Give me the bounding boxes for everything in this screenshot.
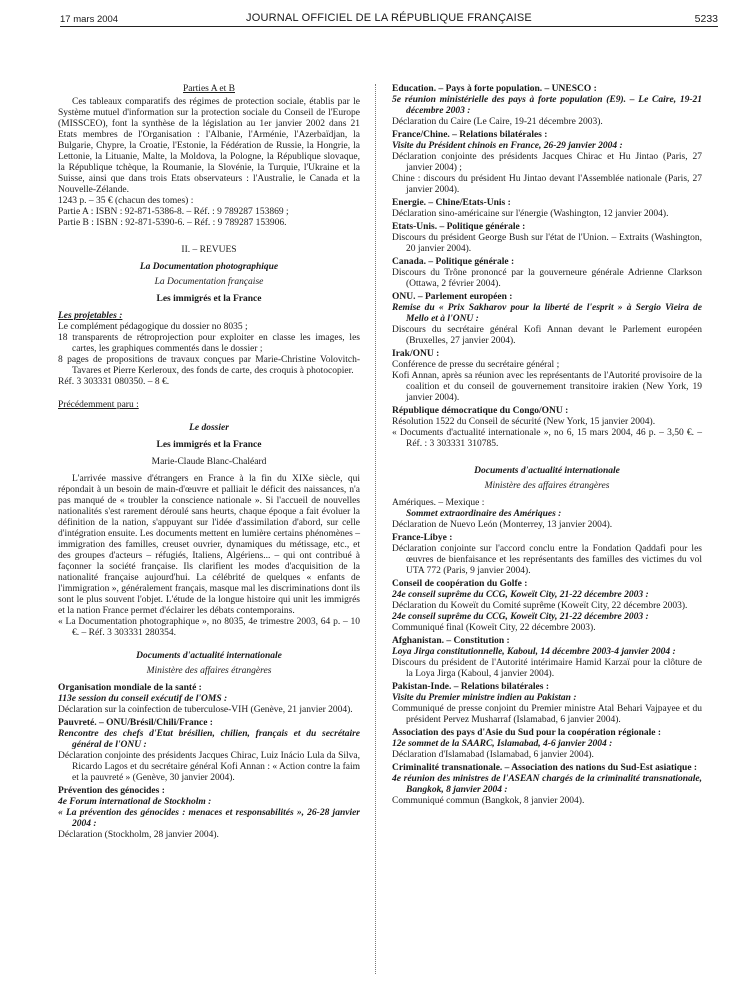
immigres-title: Les immigrés et la France: [156, 294, 262, 304]
genocides-text: Déclaration (Stockholm, 28 janvier 2004).: [58, 830, 219, 840]
saarc-sub: 12e sommet de la SAARC, Islamabad, 4-6 janvier 2004 :: [392, 739, 613, 749]
saarc-text: Déclaration d'Islamabad (Islamabad, 6 janvier 2004).: [392, 750, 594, 760]
chine-text-2: Chine : discours du président Hu Jintao devant l'Assemblée nationale (Paris, 27 janvier 2004).: [392, 174, 702, 195]
afghanistan-sub: Loya Jirga constitutionnelle, Kaboul, 14 décembre 2003-4 janvier 2004 :: [392, 647, 676, 657]
chine-head: France/Chine. – Relations bilatérales :: [392, 130, 548, 140]
usa-text: Discours du président George Bush sur l'état de l'Union. – Extraits (Washington, 20 janvier 2004).: [392, 233, 702, 254]
asean-head: Criminalité transnationale. – Association des nations du Sud-Est asiatique :: [392, 763, 698, 773]
partie-a-ref: Partie A : ISBN : 92-871-5386-8. – Réf. : 9 789287 153869 ;: [58, 207, 289, 217]
projetables-label: Les projetables :: [58, 311, 123, 321]
dossier-title: Le dossier: [189, 423, 229, 433]
ministere-left: Ministère des affaires étrangères: [146, 666, 272, 676]
genocides-sub-2: « La prévention des génocides : menaces et responsabilités », 26-28 janvier 2004 :: [58, 808, 360, 829]
chine-text-1: Déclaration conjointe des présidents Jacques Chirac et Hu Jintao (Paris, 27 janvier 2004) ;: [392, 152, 702, 173]
congo-head: République démocratique du Congo/ONU :: [392, 406, 569, 416]
libye-text: Déclaration conjointe sur l'accord conclu entre la Fondation Qaddafi pour les œuvres de bienfaisance et les représentants des familles des victimes du vol UTA 772 (Paris, 9 janvier 2004).: [392, 544, 702, 576]
pakistan-sub: Visite du Premier ministre indien au Pakistan :: [392, 693, 577, 703]
energie-text: Déclaration sino-américaine sur l'énergie (Washington, 12 janvier 2004).: [392, 209, 669, 219]
doc-photo-title: La Documentation photographique: [139, 262, 279, 272]
pakistan-head: Pakistan-Inde. – Relations bilatérales :: [392, 682, 550, 692]
ameriques-text: Déclaration de Nuevo León (Monterrey, 13 janvier 2004).: [392, 520, 613, 530]
oms-text: Déclaration sur la coinfection de tuberculose-VIH (Genève, 21 janvier 2004).: [58, 705, 353, 715]
golfe-sub-1: 24e conseil suprême du CCG, Koweït City, 21-22 décembre 2003 :: [392, 590, 649, 600]
irak-text-1: Conférence de presse du secrétaire général ;: [392, 360, 560, 370]
saarc-head: Association des pays d'Asie du Sud pour la coopération régionale :: [392, 728, 662, 738]
genocides-sub-1: 4e Forum international de Stockholm :: [58, 797, 212, 807]
unesco-sub: 5e réunion ministérielle des pays à forte population (E9). – Le Caire, 19-21 décembre 2003 :: [392, 95, 702, 116]
precedemment-paru: Précédemment paru :: [58, 400, 139, 410]
pakistan-text: Communiqué de presse conjoint du Premier ministre Atal Behari Vajpayee et du président Pervez Musharraf (Islamabad, 6 janvier 2004).: [392, 704, 702, 725]
projetables-ref: Réf. 3 303331 080350. – 8 €.: [58, 377, 170, 387]
unesco-text: Déclaration du Caire (Le Caire, 19-21 décembre 2003).: [392, 117, 603, 127]
unesco-head: Education. – Pays à forte population. – UNESCO :: [392, 84, 597, 94]
golfe-text-2: Communiqué final (Koweït City, 22 décembre 2003).: [392, 623, 596, 633]
libye-head: France-Libye :: [392, 533, 453, 543]
irak-text-2: Kofi Annan, après sa réunion avec les représentants de l'Autorité provisoire de la coalition et du conseil de gouvernement transitoire irakien (New York, 19 janvier 2004).: [392, 371, 702, 403]
usa-head: Etats-Unis. – Politique générale :: [392, 222, 526, 232]
golfe-head: Conseil de coopération du Golfe :: [392, 579, 528, 589]
golfe-text-1: Déclaration du Koweït du Comité suprême (Koweït City, 22 décembre 2003).: [392, 601, 688, 611]
partie-b-ref: Partie B : ISBN : 92-871-5390-6. – Réf. : 9 789287 153906.: [58, 218, 287, 228]
projetables-item-2: 18 transparents de rétroprojection pour exploiter en classe les images, les cartes, les graphiques commentés dans le dossier ;: [58, 333, 360, 354]
dossier-author: Marie-Claude Blanc-Chaléard: [151, 457, 267, 467]
doc-francaise: La Documentation française: [154, 277, 264, 287]
canada-text: Discours du Trône prononcé par la gouverneure générale Adrienne Clarkson (Ottawa, 2 février 2004).: [392, 268, 702, 289]
energie-head: Energie. – Chine/Etats-Unis :: [392, 198, 511, 208]
asean-sub: 4e réunion des ministres de l'ASEAN chargés de la criminalité transnationale, Bangkok, 8 janvier 2004 :: [392, 774, 702, 795]
onu-head: ONU. – Parlement européen :: [392, 292, 513, 302]
header-title: JOURNAL OFFICIEL DE LA RÉPUBLIQUE FRANÇAISE: [246, 12, 532, 24]
congo-text: Résolution 1522 du Conseil de sécurité (New York, 15 janvier 2004).: [392, 417, 656, 427]
projetables-item-1: Le complément pédagogique du dossier no 8035 ;: [58, 322, 248, 332]
actualite-title-right: Documents d'actualité internationale: [474, 466, 620, 476]
revues-title: II. – REVUES: [181, 245, 237, 255]
congo-ref: « Documents d'actualité internationale », no 6, 15 mars 2004, 46 p. – 3,50 €. – Réf. : 3 303331 310785.: [392, 428, 702, 449]
genocides-head: Prévention des génocides :: [58, 786, 165, 796]
afghanistan-head: Afghanistan. – Constitution :: [392, 636, 510, 646]
immigres-title-2: Les immigrés et la France: [156, 440, 262, 450]
ministere-right: Ministère des affaires étrangères: [484, 481, 610, 491]
parties-price: 1243 p. – 35 € (chacun des tomes) :: [58, 196, 194, 206]
ameriques-head: Amériques. – Mexique :: [392, 498, 485, 508]
pauvrete-head: Pauvreté. – ONU/Brésil/Chili/France :: [58, 718, 213, 728]
canada-head: Canada. – Politique générale :: [392, 257, 515, 267]
pauvrete-text: Déclaration conjointe des présidents Jacques Chirac, Luiz Inácio Lula da Silva, Ricardo Lagos et du secrétaire général Kofi Annan : « Action contre la faim et la pauvreté » (Genève, 30 janvier 2004).: [58, 751, 360, 783]
header-rule: [60, 26, 718, 27]
left-column: [58, 84, 360, 841]
asean-text: Communiqué commun (Bangkok, 8 janvier 2004).: [392, 796, 585, 806]
oms-org: Organisation mondiale de la santé :: [58, 683, 202, 693]
chine-sub: Visite du Président chinois en France, 26-29 janvier 2004 :: [392, 141, 623, 151]
right-column: [392, 84, 702, 807]
parties-text: Ces tableaux comparatifs des régimes de protection sociale, établis par le Système mutuel d'information sur la protection sociale du Conseil de l'Europe (MISSCEO), font la synthèse de la législation au 1er janvier 2002 dans 21 Etats membres de l'Organisation : l'Albanie, l'Arménie, l'Azerbaïdjan, la Bulgarie, Chypre, la Croatie, l'Estonie, la Fédération de Russie, la Hongrie, la Lettonie, la Lituanie, Malte, la Moldova, la Pologne, la République slovaque, la République tchèque, la Roumanie, la Slovénie, la Turquie, l'Ukraine et la Suisse, ainsi que dans trois Etats observateurs : l'Australie, le Canada et la Nouvelle-Zélande.: [58, 97, 360, 195]
pauvrete-sub: Rencontre des chefs d'Etat brésilien, chilien, français et du secrétaire général de l'ONU :: [58, 729, 360, 750]
dossier-text: L'arrivée massive d'étrangers en France à la fin du XIXe siècle, qui répondait à un besoin de main-d'œuvre et palliait le déficit des naissances, n'a pas manqué de « troubler la conscience nationale ». Si l'accueil de nouvelles nationalités s'est rarement déroulé sans heurts, chaque époque a fait évoluer la définition de la nation, s'appuyant sur l'idée d'assimilation d'abord, sur celle d'intégration ensuite. Les documents mettent en lumière certains phénomènes – immigration des familles, creuset ouvrier, dynamiques du métissage, etc., et des groupes d'acteurs – réfugiés, Italiens, Algériens... – qui ont contribué à façonner la société française. Ils clarifient les modes d'acquisition de la nationalité française aujourd'hui. La célébrité de quelques « enfants de l'immigration », généralement français, masque mal les discriminations dont ils sont le plus souvent l'objet. L'étude de la longue histoire qui unit les immigrés et la nation France permet d'éclairer les débats contemporains.: [58, 474, 360, 616]
parties-title: Parties A et B: [183, 84, 235, 94]
onu-sub: Remise du « Prix Sakharov pour la liberté de l'esprit » à Sergio Vieira de Mello et à l'ONU :: [392, 303, 702, 324]
dossier-ref: « La Documentation photographique », no 8035, 4e trimestre 2003, 64 p. – 10 €. – Réf. 3 303331 280354.: [58, 617, 360, 638]
irak-head: Irak/ONU :: [392, 349, 440, 359]
afghanistan-text: Discours du président de l'Autorité intérimaire Hamid Karzaï pour la clôture de la Loya Jirga (Kaboul, 4 janvier 2004).: [392, 658, 702, 679]
actualite-title-left: Documents d'actualité internationale: [136, 651, 282, 661]
column-divider: [375, 84, 376, 974]
ameriques-sub: Sommet extraordinaire des Amériques :: [406, 509, 562, 519]
oms-session: 113e session du conseil exécutif de l'OMS :: [58, 694, 228, 704]
header-date: 17 mars 2004: [60, 14, 119, 25]
onu-text: Discours du secrétaire général Kofi Annan devant le Parlement européen (Bruxelles, 27 janvier 2004).: [392, 325, 702, 346]
header-page-number: 5233: [694, 13, 718, 25]
golfe-sub-2: 24e conseil suprême du CCG, Koweït City, 21-22 décembre 2003 :: [392, 612, 649, 622]
projetables-item-3: 8 pages de propositions de travaux conçues par Marie-Christine Volovitch-Tavares et Pierre Kerleroux, des fonds de carte, des croquis à photocopier.: [58, 355, 360, 376]
